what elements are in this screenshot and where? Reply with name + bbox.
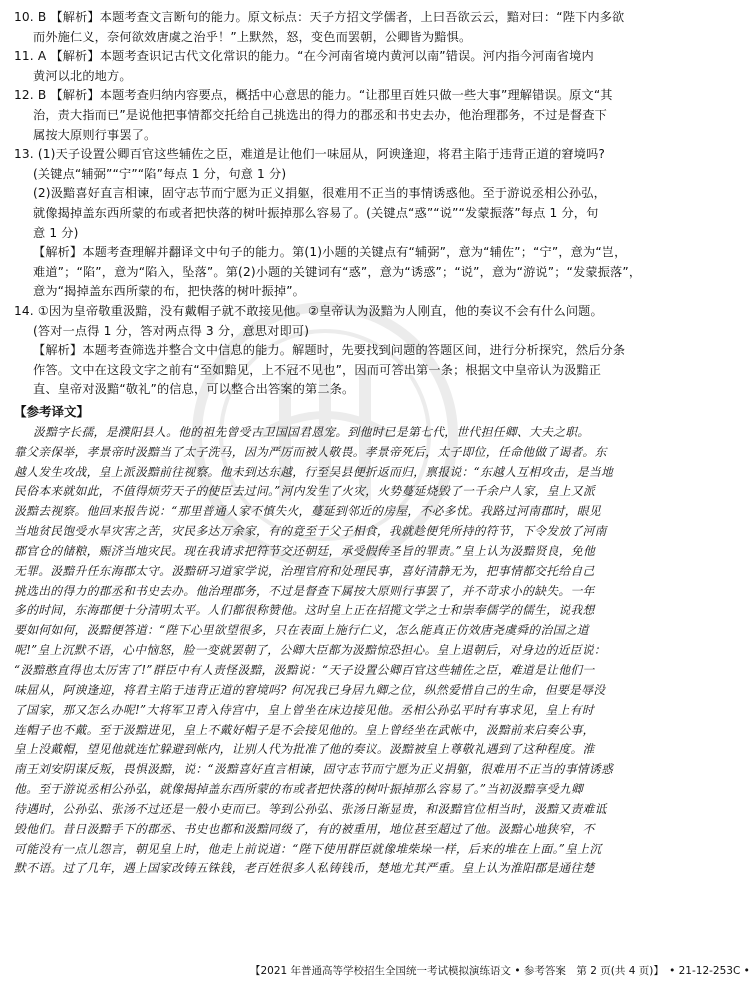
translation-line: 南王刘安阴谋反叛，畏惧汲黯，说：“汲黯喜好直言相谏，固守志节而宁愿为正义捐躯，很难用不正当的事情诱惑 bbox=[14, 762, 614, 777]
translation-line: 毁他们。昔日汲黯手下的郡丞、书史也都和汲黯同级了，有的被重用，地位甚至超过了他。汲黯心地狭窄，不 bbox=[14, 821, 595, 836]
answer-line: 11. A 【解析】本题考查识记古代文化常识的能力。“在今河南省境内黄河以南”错误。河内指今河南省境内 bbox=[14, 49, 594, 64]
answer-line: 意 1 分) bbox=[33, 225, 79, 240]
translation-line: 连帽子也不戴。至于汲黯进见，皇上不戴好帽子是不会接见他的。皇上曾经坐在武帐中，汲黯前来启奏公事， bbox=[14, 722, 595, 737]
translation-line: 越人发生攻战，皇上派汲黯前往视察。他未到达东越，行至吴县便折返而归，禀报说：“东越人互相攻击，是当地 bbox=[14, 464, 614, 479]
answer-line: 意为“揭掉盖东西所蒙的布，把快落的树叶振掉”。 bbox=[33, 284, 306, 299]
translation-line: 了国家，那又怎么办呢!”大将军卫青入侍宫中，皇上曾坐在床边接见他。丞相公孙弘平时有事求见，皇上有时 bbox=[14, 702, 594, 717]
answer-line: 【解析】本题考查筛选并整合文中信息的能力。解题时，先要找到问题的答题区间，进行分析探究，然后分条 bbox=[33, 343, 626, 358]
answer-line: 作答。文中在这段文字之前有“至如黯见，上不冠不见也”，因而可答出第一条；根据文中皇帝认为汲黯正 bbox=[33, 362, 602, 377]
translation-line: 待遇时，公孙弘、张汤不过还是一般小吏而已。等到公孙弘、张汤日渐显贵，和汲黯官位相当时，汲黯又责难诋 bbox=[14, 801, 607, 816]
translation-line: 民俗本来就如此，不值得烦劳天子的使臣去过问。”河内发生了火灾，火势蔓延烧毁了一千余户人家，皇上又派 bbox=[14, 484, 596, 499]
translation-line: 多的时间，东海郡便十分清明太平。人们都很称赞他。这时皇上正在招揽文学之士和崇奉儒学的儒生，说我想 bbox=[14, 603, 595, 618]
answer-line: 就像揭掉盖东西所蒙的布或者把快落的树叶振掉那么容易了。(关键点“惑”“说”“发蒙振落”每点 1 分，句 bbox=[33, 205, 599, 220]
translation-line: 挑选出的得力的郡丞和书史去办。他治理郡务，不过是督查下属按大原则行事罢了，并不苛求小的缺失。一年 bbox=[14, 583, 595, 598]
page-footer: 【2021 年普通高等学校招生全国统一考试模拟演练语文 • 参考答案 第 2 页(共 4 页)】 • 21-12-253C • bbox=[250, 965, 750, 977]
answer-line: 【解析】本题考查理解并翻译文中句子的能力。第(1)小题的关键点有“辅弼”，意为“辅佐”；“宁”，意为“岂， bbox=[33, 245, 627, 260]
answer-line: 14. ①因为皇帝敬重汲黯，没有戴帽子就不敢接见他。②皇帝认为汲黯为人刚直，他的奏议不会有什么问题。 bbox=[14, 303, 603, 318]
translation-line: 默不语。过了几年，遇上国家改铸五铢钱，老百姓很多人私铸钱币，楚地尤其严重。皇上认为淮阳郡是通往楚 bbox=[14, 861, 595, 876]
answer-line: 属按大原则行事罢了。 bbox=[33, 127, 157, 142]
answer-line: 难道”；“陷”，意为“陷入，坠落”。第(2)小题的关键词有“惑”，意为“诱惑”；“说”，意为“游说”；“发蒙振落”， bbox=[33, 264, 642, 279]
translation-line: 当地贫民饱受水旱灾害之苦，灾民多达万余家，有的竟至于父子相食，我就趁便凭所持的符节，下令发放了河南 bbox=[14, 524, 607, 539]
answer-line: 10. B 【解析】本题考查文言断句的能力。原文标点：天子方招文学儒者，上曰吾欲云云，黯对曰：“陛下内多欲 bbox=[14, 10, 625, 24]
reference-translation-heading: 【参考译文】 bbox=[14, 403, 90, 419]
answer-line: (2)汲黯喜好直言相谏，固守志节而宁愿为正义捐躯，很难用不正当的事情诱惑他。至于游说丞相公孙弘， bbox=[33, 186, 606, 201]
answer-line: 而外施仁义，奈何欲效唐虞之治乎！”上默然，怒，变色而罢朝，公卿皆为黯惧。 bbox=[33, 29, 472, 44]
translation-line: 要如何如何，汲黯便答道：“陛下心里欲望很多，只在表面上施行仁义，怎么能真正仿效唐尧虞舜的治国之道 bbox=[14, 623, 589, 638]
translation-line: 可能没有一点儿怨言，朝见皇上时，他走上前说道：“陛下使用群臣就像堆柴垛一样，后来的堆在上面。”皇上沉 bbox=[14, 841, 602, 856]
translation-line: 汲黯去视察。他回来报告说：“那里普通人家不慎失火，蔓延到邻近的房屋，不必多忧。我路过河南郡时，眼见 bbox=[14, 504, 601, 519]
translation-line: 呢!”皇上沉默不语，心中恼怒，脸一变就罢朝了，公卿大臣都为汲黯惊恐担心。皇上退朝后，对身边的近臣说： bbox=[14, 643, 607, 658]
translation-line: 靠父亲保举，孝景帝时汲黯当了太子洗马，因为严厉而被人敬畏。孝景帝死后，太子即位，任命他做了谒者。东 bbox=[14, 444, 607, 459]
answer-line: (答对一点得 1 分，答对两点得 3 分，意思对即可) bbox=[33, 323, 310, 338]
translation-line: “汲黯憨直得也太厉害了!”群臣中有人责怪汲黯，汲黯说：“天子设置公卿百官这些辅佐之臣，难道是让他们一 bbox=[14, 663, 595, 677]
answer-line: 黄河以北的地方。 bbox=[33, 68, 132, 83]
translation-line: 汲黯字长孺，是濮阳县人。他的祖先曾受古卫国国君恩宠。到他时已是第七代，世代担任卿、大夫之职。 bbox=[33, 424, 590, 439]
answer-line: 治，责大指而已”是说他把事情都交托给自己挑选出的得力的郡丞和书史去办，他治理郡务，不过是督查下 bbox=[33, 107, 607, 122]
translation-line: 他。至于游说丞相公孙弘，就像揭掉盖东西所蒙的布或者把快落的树叶振掉那么容易了。”当初汲黯享受九卿 bbox=[14, 782, 583, 797]
translation-body bbox=[14, 423, 643, 879]
answer-section bbox=[14, 8, 643, 879]
answer-line: 12. B 【解析】本题考查归纳内容要点，概括中心意思的能力。“让郡里百姓只做一些大事”理解错误。原文“其 bbox=[14, 88, 613, 103]
answer-line: 直、皇帝对汲黯“敬礼”的信息，可以整合出答案的第二条。 bbox=[33, 382, 355, 397]
translation-line: 无罪。汲黯升任东海郡太守。汲黯研习道家学说，治理官府和处理民事，喜好清静无为，把事情都交托给自己 bbox=[14, 563, 595, 578]
translation-line: 味屈从，阿谀逢迎，将君主陷于违背正道的窘境吗? 何况我已身居九卿之位，纵然爱惜自己的生命，但要是辱没 bbox=[14, 682, 606, 697]
translation-line: 郡官仓的储粮，赈济当地灾民。现在我请求把符节交还朝廷，承受假传圣旨的罪责。”皇上认为汲黯贤良，免他 bbox=[14, 543, 596, 558]
answer-line: 13. (1)天子设置公卿百官这些辅佐之臣，难道是让他们一味屈从，阿谀逢迎，将君主陷于违背正道的窘境吗? bbox=[14, 147, 606, 162]
answer-line: (关键点“辅弼”“宁”“陷”每点 1 分，句意 1 分) bbox=[33, 166, 287, 181]
translation-line: 皇上没戴帽，望见他就连忙躲避到帐内，让别人代为批准了他的奏议。汲黯被皇上尊敬礼遇到了这种程度。淮 bbox=[14, 742, 595, 757]
